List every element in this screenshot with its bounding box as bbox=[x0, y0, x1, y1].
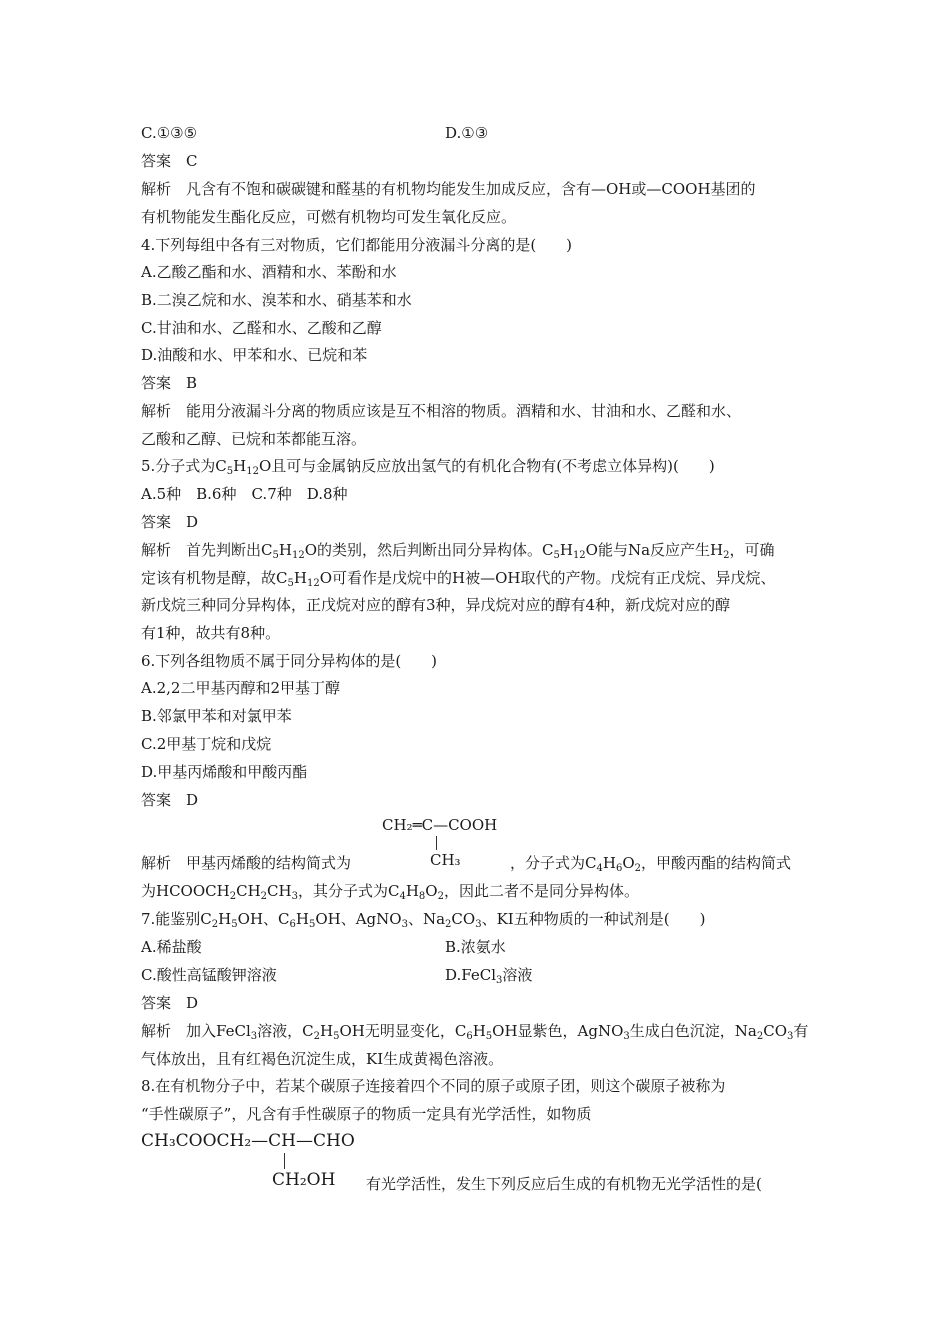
q8-structure-formula-bottom: CH₂OH bbox=[272, 1170, 336, 1190]
subscript: 6 bbox=[615, 863, 623, 874]
text: CO bbox=[763, 1022, 788, 1040]
subscript: 3 bbox=[475, 919, 482, 930]
subscript: 8 bbox=[418, 891, 426, 902]
subscript: 3 bbox=[401, 919, 408, 930]
q5-question bbox=[141, 456, 715, 482]
text: 、Na bbox=[407, 910, 446, 928]
q5-options: A.5种 B.6种 C.7种 D.8种 bbox=[141, 485, 348, 503]
subscript: 5 bbox=[231, 919, 238, 930]
text: H bbox=[218, 910, 232, 928]
subscript: 2 bbox=[723, 550, 730, 561]
text: O且可与金属钠反应放出氢气的有机化合物有(不考虑立体异构)( ) bbox=[259, 457, 715, 475]
q7-option-b: B.浓氨水 bbox=[445, 938, 506, 956]
q3-answer: 答案 C bbox=[141, 152, 198, 170]
text: 有 bbox=[793, 1022, 809, 1040]
text: H bbox=[278, 541, 292, 559]
q3-option-d: D.①③ bbox=[445, 124, 489, 142]
subscript: 12 bbox=[306, 578, 320, 589]
subscript: 3 bbox=[250, 1031, 258, 1042]
text: H bbox=[233, 457, 247, 475]
text: O的类别，然后判断出同分异构体。C bbox=[304, 541, 554, 559]
subscript: 4 bbox=[399, 891, 406, 902]
q3-analysis-line2: 有机物能发生酯化反应，可燃有机物均可发生氧化反应。 bbox=[141, 208, 517, 226]
subscript: 2 bbox=[634, 863, 642, 874]
q6-question: 6.下列各组物质不属于同分异构体的是( ) bbox=[141, 652, 438, 670]
q7-answer: 答案 D bbox=[141, 994, 199, 1012]
q6-option-c: C.2甲基丁烷和戊烷 bbox=[141, 735, 272, 753]
q5-answer: 答案 D bbox=[141, 513, 199, 531]
subscript: 3 bbox=[787, 1031, 794, 1042]
text: O bbox=[425, 882, 438, 900]
subscript: 12 bbox=[572, 550, 586, 561]
text: 、KI五种物质的一种试剂是( ) bbox=[481, 910, 706, 928]
q4-option-c: C.甘油和水、乙醛和水、乙酸和乙醇 bbox=[141, 319, 382, 337]
q5-analysis-line4: 有1种，故共有8种。 bbox=[141, 624, 281, 642]
text: ，甲酸丙酯的结构简式 bbox=[641, 854, 792, 872]
text: H bbox=[405, 882, 419, 900]
q8-structure-bond bbox=[284, 1153, 285, 1169]
q6-analysis-line1-right bbox=[510, 853, 791, 879]
text: OH、C bbox=[237, 910, 290, 928]
text: OH无明显变化，C bbox=[339, 1022, 467, 1040]
q5-analysis-line2 bbox=[141, 568, 775, 594]
q6-option-b: B.邻氯甲苯和对氯甲苯 bbox=[141, 707, 292, 725]
text: 5.分子式为C bbox=[141, 457, 227, 475]
subscript: 5 bbox=[287, 578, 294, 589]
subscript: 2 bbox=[313, 1031, 320, 1042]
q4-option-a: A.乙酸乙酯和水、酒精和水、苯酚和水 bbox=[141, 263, 397, 281]
text: OH显紫色，AgNO bbox=[492, 1022, 624, 1040]
text: CH bbox=[236, 882, 261, 900]
q5-analysis-line3: 新戊烷三种同分异构体，正戊烷对应的醇有3种，异戊烷对应的醇有4种，新戊烷对应的醇 bbox=[141, 596, 731, 614]
text: D.FeCl bbox=[445, 966, 496, 984]
q6-option-a: A.2,2二甲基丙醇和2甲基丁醇 bbox=[141, 679, 341, 697]
text: 溶液，C bbox=[257, 1022, 314, 1040]
text: ，因此二者不是同分异构体。 bbox=[443, 882, 639, 900]
q4-option-d: D.油酸和水、甲苯和水、已烷和苯 bbox=[141, 346, 368, 364]
text: 解析 首先判断出C bbox=[141, 541, 273, 559]
text: O能与Na反应产生H bbox=[585, 541, 724, 559]
subscript: 2 bbox=[229, 891, 237, 902]
q7-question bbox=[141, 909, 705, 935]
text: O可看作是戊烷中的H被—OH取代的产物。戊烷有正戊烷、异戊烷、 bbox=[319, 569, 776, 587]
text: 生成白色沉淀，Na bbox=[629, 1022, 757, 1040]
subscript: 5 bbox=[553, 550, 560, 561]
text: H bbox=[319, 1022, 334, 1040]
q6-option-d: D.甲基丙烯酸和甲酸丙酯 bbox=[141, 763, 308, 781]
q4-analysis-line1: 解析 能用分液漏斗分离的物质应该是互不相溶的物质。酒精和水、甘油和水、乙醛和水、 bbox=[141, 402, 742, 420]
subscript: 2 bbox=[437, 891, 444, 902]
text: ，其分子式为C bbox=[297, 882, 400, 900]
text: 定该有机物是醇，故C bbox=[141, 569, 288, 587]
text: H bbox=[293, 569, 307, 587]
text: 为HCOOCH bbox=[141, 882, 230, 900]
subscript: 6 bbox=[289, 919, 296, 930]
q7-analysis-line1 bbox=[141, 1021, 808, 1047]
subscript: 2 bbox=[445, 919, 452, 930]
q3-option-row bbox=[141, 123, 197, 143]
subscript: 5 bbox=[485, 1031, 493, 1042]
subscript: 12 bbox=[246, 466, 259, 477]
subscript: 3 bbox=[291, 891, 298, 902]
text: 7.能鉴别C bbox=[141, 910, 212, 928]
text: O bbox=[622, 854, 635, 872]
q6-analysis-line1-left: 解析 甲基丙烯酸的结构简式为 bbox=[141, 854, 352, 872]
q6-analysis-line2 bbox=[141, 881, 639, 907]
q8-structure-formula-top: CH₃COOCH₂—CH—CHO bbox=[141, 1131, 355, 1151]
subscript: 2 bbox=[756, 1031, 764, 1042]
q7-option-c: C.酸性高锰酸钾溶液 bbox=[141, 966, 277, 984]
subscript: 6 bbox=[466, 1031, 473, 1042]
q7-option-d bbox=[445, 965, 532, 991]
subscript: 5 bbox=[308, 919, 316, 930]
subscript: 5 bbox=[226, 466, 234, 477]
text: 解析 加入FeCl bbox=[141, 1022, 251, 1040]
q7-option-a: A.稀盐酸 bbox=[141, 938, 202, 956]
text: H bbox=[559, 541, 573, 559]
q3-option-c: C.①③⑤ bbox=[141, 124, 198, 142]
q6-structure-bond bbox=[436, 836, 437, 850]
subscript: 3 bbox=[496, 975, 503, 986]
q4-analysis-line2: 乙酸和乙醇、已烷和苯都能互溶。 bbox=[141, 430, 367, 448]
q4-answer: 答案 B bbox=[141, 374, 198, 392]
q5-analysis-line1 bbox=[141, 540, 775, 566]
subscript: 2 bbox=[211, 919, 219, 930]
subscript: 3 bbox=[623, 1031, 630, 1042]
q8-line2: “手性碳原子”，凡含有手性碳原子的物质一定具有光学活性，如物质 bbox=[141, 1105, 592, 1123]
text: CH bbox=[267, 882, 292, 900]
q4-question: 4.下列每组中各有三对物质，它们都能用分液漏斗分离的是( ) bbox=[141, 236, 573, 254]
q8-line3: 有光学活性，发生下列反应后生成的有机物无光学活性的是( bbox=[366, 1175, 762, 1193]
q8-line1: 8.在有机物分子中，若某个碳原子连接着四个不同的原子或原子团，则这个碳原子被称为 bbox=[141, 1077, 726, 1095]
q6-structure-formula-bottom: CH₃ bbox=[430, 851, 461, 869]
q4-option-b: B.二溴乙烷和水、溴苯和水、硝基苯和水 bbox=[141, 291, 412, 309]
text: CO bbox=[451, 910, 476, 928]
subscript: 5 bbox=[333, 1031, 340, 1042]
text: 溶液 bbox=[502, 966, 533, 984]
text: H bbox=[602, 854, 616, 872]
text: ，分子式为C bbox=[510, 854, 597, 872]
q7-analysis-line2: 气体放出，且有红褐色沉淀生成，KI生成黄褐色溶液。 bbox=[141, 1050, 504, 1068]
q6-answer: 答案 D bbox=[141, 791, 199, 809]
subscript: 12 bbox=[291, 550, 305, 561]
q3-analysis-line1: 解析 凡含有不饱和碳碳键和醛基的有机物均能发生加成反应，含有—OH或—COOH基团的 bbox=[141, 180, 756, 198]
text: OH、AgNO bbox=[315, 910, 402, 928]
text: ，可确 bbox=[729, 541, 775, 559]
subscript: 2 bbox=[260, 891, 268, 902]
subscript: 4 bbox=[596, 863, 603, 874]
text: H bbox=[295, 910, 309, 928]
q6-structure-formula-top: CH₂═C—COOH bbox=[382, 816, 498, 834]
subscript: 5 bbox=[272, 550, 279, 561]
text: H bbox=[472, 1022, 486, 1040]
